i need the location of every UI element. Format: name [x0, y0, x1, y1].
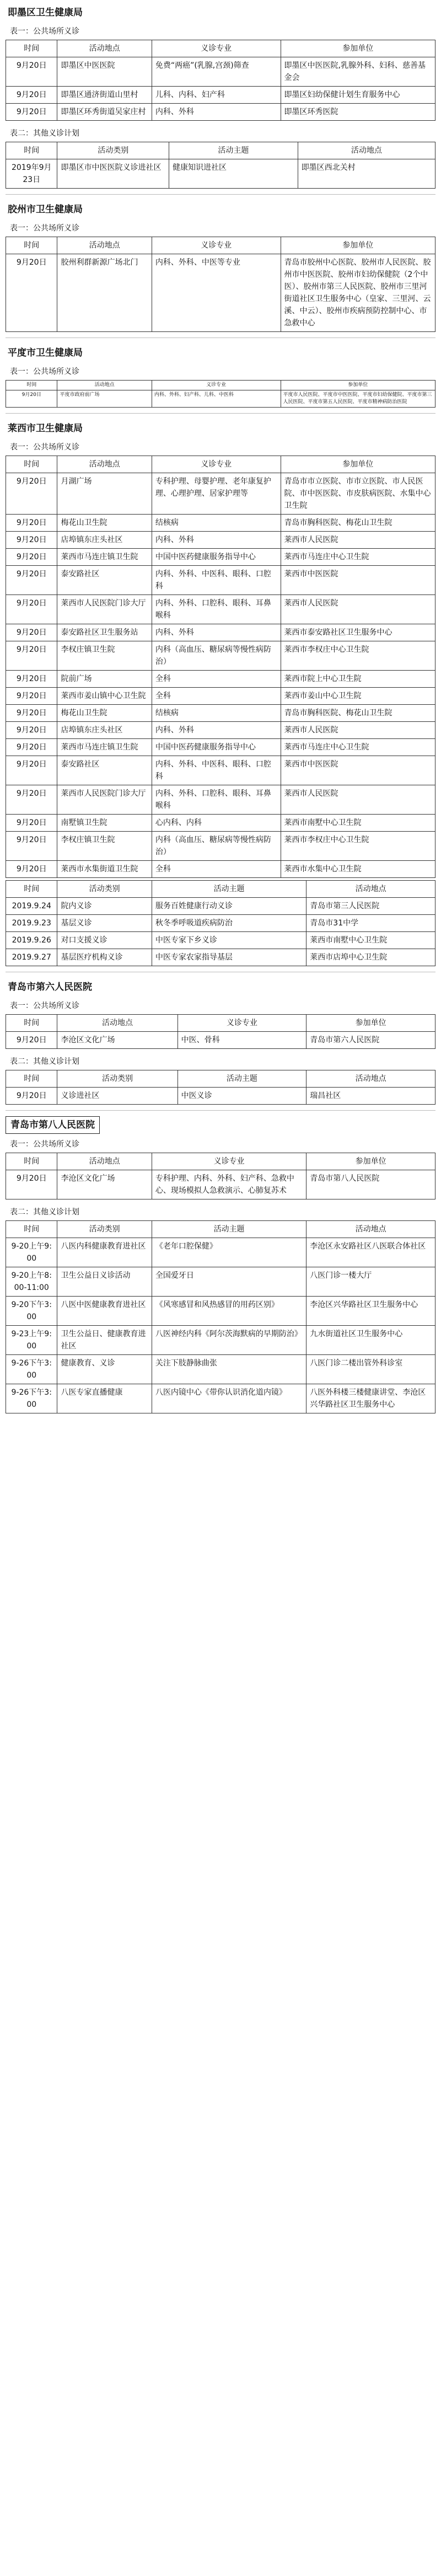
column-header: 活动地点	[306, 1070, 435, 1088]
table-cell: 青岛市第三人民医院	[306, 898, 435, 915]
table-row	[6, 641, 435, 671]
table-cell: 中医专家下乡义诊	[152, 932, 306, 949]
table-cell: 内科、外科、中医科、眼科、口腔科	[152, 566, 281, 595]
table-cell: 2019.9.27	[6, 949, 57, 966]
column-header: 活动主题	[152, 881, 306, 898]
table-cell: 青岛市第八人民医院	[306, 1170, 435, 1199]
table-cell: 八医门诊二楼出管外科诊室	[306, 1355, 435, 1384]
table-cell: 八医内科健康教育进社区	[57, 1238, 152, 1267]
table-cell: 泰安路社区	[57, 566, 152, 595]
column-header: 活动地点	[57, 237, 152, 254]
table-row	[6, 390, 435, 408]
table-cell: 莱西市李权庄中心卫生院	[281, 832, 435, 861]
table-cell: 内科、外科、中医等专业	[152, 254, 281, 332]
table-cell: 莱西市人民医院	[281, 785, 435, 815]
table-header-row	[6, 456, 435, 473]
column-header: 义诊专业	[152, 237, 281, 254]
column-header: 参加单位	[281, 40, 435, 57]
table-cell: 全科	[152, 671, 281, 688]
table-cell: 八医外科楼三楼健康讲堂、李沧区兴华路社区卫生服务中心	[306, 1384, 435, 1413]
table-cell: 9-23上午9:00	[6, 1326, 57, 1355]
table-row	[6, 705, 435, 722]
table-row	[6, 815, 435, 832]
table-cell: 泰安路社区	[57, 756, 152, 785]
section-title: 莱西市卫生健康局	[8, 423, 83, 434]
table-cell: 即墨区市中医医院义诊进社区	[57, 159, 169, 189]
table-row	[6, 722, 435, 739]
column-header: 活动地点	[298, 142, 435, 159]
table-cell: 梅花山卫生院	[57, 705, 152, 722]
table-cell: 2019.9.26	[6, 932, 57, 949]
table-cell: 2019.9.23	[6, 915, 57, 932]
column-header: 活动类别	[57, 142, 169, 159]
column-header: 活动地点	[57, 456, 152, 473]
table-cell: 泰安路社区卫生服务站	[57, 624, 152, 641]
table-row	[6, 915, 435, 932]
table-row	[6, 1326, 435, 1355]
table-cell: 9月20日	[6, 688, 57, 705]
table-cell: 李沧区兴华路社区卫生服务中心	[306, 1297, 435, 1326]
table-header-row	[6, 40, 435, 57]
table-cell: 9月20日	[6, 785, 57, 815]
table-cell: 即墨区西北关村	[298, 159, 435, 189]
section-title: 平度市卫生健康局	[8, 347, 83, 358]
table-cell: 9月20日	[6, 756, 57, 785]
table-cell: 瑞昌社区	[306, 1088, 435, 1105]
table-cell: 莱西市人民医院	[281, 532, 435, 549]
table-cell: 9月20日	[6, 87, 57, 104]
table-row	[6, 1238, 435, 1267]
table-cell: 青岛市31中学	[306, 915, 435, 932]
table-row	[6, 1170, 435, 1199]
table-cell: 中国中医药健康服务指导中心	[152, 549, 281, 566]
table-cell: 胶州利群新源广场北门	[57, 254, 152, 332]
table-cell: 李权庄镇卫生院	[57, 832, 152, 861]
table-cell: 9月20日	[6, 532, 57, 549]
table-cell: 内科、外科	[152, 722, 281, 739]
table-cell: 莱西市姜山镇中心卫生院	[57, 688, 152, 705]
column-header: 参加单位	[306, 1153, 435, 1170]
schedule-table	[6, 1014, 435, 1049]
table-cell: 基层义诊	[57, 915, 152, 932]
table-cell: 9月20日	[6, 739, 57, 756]
table-cell: 9月20日	[6, 641, 57, 671]
table-row	[6, 532, 435, 549]
table-cell: 9月20日	[6, 705, 57, 722]
table-cell: 梅花山卫生院	[57, 515, 152, 532]
table-cell: 莱西市中医医院	[281, 566, 435, 595]
table-subtitle: 表一：公共场所义诊	[10, 367, 79, 376]
table-cell: 八医神经内科《阿尔茨海默病的早期防治》	[152, 1326, 306, 1355]
table-cell: 莱西市中医医院	[281, 756, 435, 785]
schedule-table	[6, 456, 435, 878]
table-cell: 青岛市胸科医院、梅花山卫生院	[281, 515, 435, 532]
table-subtitle: 表一：公共场所义诊	[10, 1002, 79, 1010]
table-cell: 9月20日	[6, 549, 57, 566]
table-cell: 服务百姓健康行动义诊	[152, 898, 306, 915]
section-divider	[6, 194, 435, 195]
schedule-table	[6, 380, 435, 408]
schedule-table	[6, 237, 435, 332]
table-cell: 9月20日	[6, 57, 57, 87]
table-header-row	[6, 881, 435, 898]
table-cell: 全科	[152, 688, 281, 705]
column-header: 义诊专业	[152, 40, 281, 57]
table-cell: 莱西市南墅中心卫生院	[281, 815, 435, 832]
table-subtitle: 表二：其他义诊计划	[10, 1208, 79, 1217]
section-title: 即墨区卫生健康局	[8, 7, 83, 18]
column-header: 活动地点	[306, 1221, 435, 1238]
table-cell: 内科、外科	[152, 624, 281, 641]
table-cell: 即墨区环秀街道吴家庄村	[57, 104, 152, 121]
table-cell: 院前广场	[57, 671, 152, 688]
column-header: 活动地点	[57, 1015, 178, 1032]
table-cell: 中医、骨科	[178, 1032, 306, 1049]
table-cell: 莱西市水集街道卫生院	[57, 861, 152, 878]
table-row	[6, 739, 435, 756]
column-header: 参加单位	[306, 1015, 435, 1032]
column-header: 时间	[6, 881, 57, 898]
table-cell: 莱西市人民医院	[281, 595, 435, 624]
column-header: 活动类别	[57, 881, 152, 898]
table-cell: 健康知识进社区	[169, 159, 298, 189]
table-cell: 对口支援义诊	[57, 932, 152, 949]
table-cell: 义诊进社区	[57, 1088, 178, 1105]
table-cell: 李沧区文化广场	[57, 1170, 152, 1199]
table-cell: 9月20日	[6, 861, 57, 878]
section-title: 青岛市第六人民医院	[8, 982, 92, 993]
table-cell: 莱西市水集中心卫生院	[281, 861, 435, 878]
table-cell: 9-26下午3:00	[6, 1384, 57, 1413]
table-cell: 内科、外科、口腔科、眼科、耳鼻喉科	[152, 595, 281, 624]
table-subtitle: 表一：公共场所义诊	[10, 1140, 79, 1149]
table-cell: 莱西市人民医院	[281, 722, 435, 739]
table-cell: 全科	[152, 861, 281, 878]
table-cell: 关注下肢静脉曲张	[152, 1355, 306, 1384]
column-header: 活动类别	[57, 1221, 152, 1238]
table-row	[6, 832, 435, 861]
table-cell: 内科（高血压、糖尿病等慢性病防治）	[152, 832, 281, 861]
schedule-table	[6, 880, 435, 966]
column-header: 时间	[6, 381, 57, 390]
column-header: 参加单位	[281, 381, 435, 390]
table-row	[6, 566, 435, 595]
column-header: 时间	[6, 237, 57, 254]
table-cell: 9月20日	[6, 722, 57, 739]
table-header-row	[6, 237, 435, 254]
table-cell: 店埠镇东庄头社区	[57, 722, 152, 739]
column-header: 活动地点	[57, 381, 152, 390]
table-cell: 儿科、内科、妇产科	[152, 87, 281, 104]
table-row	[6, 254, 435, 332]
table-row	[6, 624, 435, 641]
column-header: 活动地点	[57, 1153, 152, 1170]
table-row	[6, 1384, 435, 1413]
table-cell: 青岛市第六人民医院	[306, 1032, 435, 1049]
table-row	[6, 1032, 435, 1049]
table-cell: 健康教育、义诊	[57, 1355, 152, 1384]
column-header: 义诊专业	[152, 456, 281, 473]
table-cell: 李沧区文化广场	[57, 1032, 178, 1049]
table-cell: 店埠镇东庄头社区	[57, 532, 152, 549]
agency-section	[6, 3, 435, 189]
table-cell: 9月20日	[6, 815, 57, 832]
table-cell: 内科、外科、妇产科、儿科、中医科	[152, 390, 281, 408]
table-cell: 内科、外科、中医科、眼科、口腔科	[152, 756, 281, 785]
column-header: 时间	[6, 456, 57, 473]
table-cell: 莱西市人民医院门诊大厅	[57, 785, 152, 815]
schedule-table	[6, 40, 435, 121]
table-cell: 中国中医药健康服务指导中心	[152, 739, 281, 756]
table-subtitle: 表一：公共场所义诊	[10, 27, 79, 36]
table-cell: 9月20日	[6, 104, 57, 121]
column-header: 时间	[6, 142, 57, 159]
table-cell: 结核病	[152, 515, 281, 532]
table-row	[6, 932, 435, 949]
column-header: 活动主题	[169, 142, 298, 159]
table-cell: 内科、外科、口腔科、眼科、耳鼻喉科	[152, 785, 281, 815]
document-page	[6, 3, 435, 1416]
table-cell: 莱西市李权庄中心卫生院	[281, 641, 435, 671]
table-cell: 9月20日	[6, 1088, 57, 1105]
table-row	[6, 1088, 435, 1105]
column-header: 时间	[6, 1153, 57, 1170]
table-row	[6, 159, 435, 189]
table-cell: 《风寒感冒和风热感冒的用药区别》	[152, 1297, 306, 1326]
table-row	[6, 756, 435, 785]
table-header-row	[6, 381, 435, 390]
table-cell: 9-20上午9:00	[6, 1238, 57, 1267]
table-cell: 秋冬季呼吸道疾病防治	[152, 915, 306, 932]
table-cell: 2019年9月23日	[6, 159, 57, 189]
table-row	[6, 1267, 435, 1297]
table-cell: 免费“两癌”(乳腺,宫颈)筛查	[152, 57, 281, 87]
table-subtitle: 表二：其他义诊计划	[10, 129, 79, 138]
table-cell: 9-26下午3:00	[6, 1355, 57, 1384]
column-header: 活动类别	[57, 1070, 178, 1088]
column-header: 时间	[6, 1221, 57, 1238]
table-cell: 9月20日	[6, 390, 57, 408]
section-divider	[6, 1110, 435, 1111]
column-header: 时间	[6, 40, 57, 57]
table-cell: 即墨区妇幼保健计划生育服务中心	[281, 87, 435, 104]
table-cell: 莱西市马连庄镇卫生院	[57, 739, 152, 756]
table-row	[6, 104, 435, 121]
table-cell: 青岛市市立医院、市市立医院、市人民医院、市中医医院、市皮肤病医院、水集中心卫生院	[281, 473, 435, 515]
schedule-table	[6, 1220, 435, 1413]
table-cell: 中医专家农家指导基层	[152, 949, 306, 966]
table-row	[6, 515, 435, 532]
table-header-row	[6, 1153, 435, 1170]
table-cell: 平度市人民医院、平度市中医医院、平度市妇幼保健院、平度市第三人民医院、平度市第五人民医院、平度市精神病防治医院	[281, 390, 435, 408]
table-cell: 八医内镜中心《带你认识消化道内镜》	[152, 1384, 306, 1413]
table-subtitle: 表一：公共场所义诊	[10, 224, 79, 233]
table-cell: 即墨区中医医院	[57, 57, 152, 87]
agency-section	[6, 194, 435, 332]
schedule-table	[6, 1153, 435, 1199]
table-subtitle: 表一：公共场所义诊	[10, 443, 79, 452]
table-cell: 莱西市马连庄中心卫生院	[281, 549, 435, 566]
table-cell: 9月20日	[6, 671, 57, 688]
column-header: 活动地点	[57, 40, 152, 57]
column-header: 义诊专业	[152, 381, 281, 390]
table-cell: 结核病	[152, 705, 281, 722]
agency-section	[6, 338, 435, 408]
column-header: 活动地点	[306, 881, 435, 898]
table-cell: 莱西市人民医院门诊大厅	[57, 595, 152, 624]
table-cell: 李沧区永安路社区八医联合体社区	[306, 1238, 435, 1267]
table-cell: 南墅镇卫生院	[57, 815, 152, 832]
table-cell: 莱西市院上中心卫生院	[281, 671, 435, 688]
table-cell: 平度市政府前广场	[57, 390, 152, 408]
table-cell: 莱西市姜山中心卫生院	[281, 688, 435, 705]
table-cell: 9月20日	[6, 515, 57, 532]
table-cell: 9月20日	[6, 1032, 57, 1049]
table-cell: 八医中医健康教育进社区	[57, 1297, 152, 1326]
table-cell: 莱西市马连庄中心卫生院	[281, 739, 435, 756]
table-row	[6, 1355, 435, 1384]
schedule-table	[6, 142, 435, 189]
table-cell: 莱西市泰安路社区卫生服务中心	[281, 624, 435, 641]
table-cell: 青岛市胸科医院、梅花山卫生院	[281, 705, 435, 722]
table-cell: 内科、外科	[152, 104, 281, 121]
table-cell: 2019.9.24	[6, 898, 57, 915]
table-cell: 内科、外科	[152, 532, 281, 549]
table-row	[6, 87, 435, 104]
column-header: 参加单位	[281, 237, 435, 254]
table-cell: 9-20上午8:00-11:00	[6, 1267, 57, 1297]
schedule-table	[6, 1070, 435, 1105]
table-header-row	[6, 1221, 435, 1238]
table-row	[6, 473, 435, 515]
section-divider	[6, 413, 435, 414]
table-cell: 中医义诊	[178, 1088, 306, 1105]
table-cell: 9月20日	[6, 595, 57, 624]
table-row	[6, 949, 435, 966]
column-header: 时间	[6, 1070, 57, 1088]
table-cell: 卫生公益日义诊活动	[57, 1267, 152, 1297]
table-cell: 莱西市马连庄镇卫生院	[57, 549, 152, 566]
column-header: 活动主题	[178, 1070, 306, 1088]
section-title: 胶州市卫生健康局	[8, 204, 83, 215]
table-cell: 全国爱牙日	[152, 1267, 306, 1297]
table-cell: 9月20日	[6, 473, 57, 515]
table-cell: 9月20日	[6, 566, 57, 595]
table-cell: 八医门诊一楼大厅	[306, 1267, 435, 1297]
table-cell: 月湖广场	[57, 473, 152, 515]
table-cell: 莱西市南墅中心卫生院	[306, 932, 435, 949]
table-cell: 李权庄镇卫生院	[57, 641, 152, 671]
column-header: 时间	[6, 1015, 57, 1032]
table-row	[6, 1297, 435, 1326]
table-row	[6, 861, 435, 878]
table-row	[6, 595, 435, 624]
table-cell: 9月20日	[6, 832, 57, 861]
table-row	[6, 57, 435, 87]
table-cell: 基层医疗机构义诊	[57, 949, 152, 966]
table-cell: 9月20日	[6, 254, 57, 332]
table-row	[6, 549, 435, 566]
table-cell: 九水街道社区卫生服务中心	[306, 1326, 435, 1355]
agency-section	[6, 972, 435, 1105]
table-row	[6, 671, 435, 688]
table-row	[6, 688, 435, 705]
table-cell: 9-20下午3:00	[6, 1297, 57, 1326]
table-cell: 专科护理、母婴护理、老年康复护理、心理护理、居家护理等	[152, 473, 281, 515]
table-cell: 卫生公益日、健康教育进社区	[57, 1326, 152, 1355]
column-header: 义诊专业	[178, 1015, 306, 1032]
section-title: 青岛市第八人民医院	[6, 1116, 100, 1134]
table-header-row	[6, 1015, 435, 1032]
table-subtitle: 表二：其他义诊计划	[10, 1057, 79, 1066]
table-cell: 心内科、内科	[152, 815, 281, 832]
table-cell: 即墨区通济街道山里村	[57, 87, 152, 104]
column-header: 活动主题	[152, 1221, 306, 1238]
table-cell: 青岛市胶州中心医院、胶州市人民医院、胶州市中医医院、胶州市妇幼保健院（2个中医）、胶州市第三人民医院、胶州市三里河街道社区卫生服务中心（皇家、三里河、云溪、中云）、胶州市疾病预防控制中心、市急救中心	[281, 254, 435, 332]
column-header: 参加单位	[281, 456, 435, 473]
table-header-row	[6, 142, 435, 159]
table-cell: 即墨区中医医院,乳腺外科、妇科、慈善基金会	[281, 57, 435, 87]
table-header-row	[6, 1070, 435, 1088]
table-cell: 专科护理、内科、外科、妇产科、急救中心、现场模拟人急救演示、心肺复苏术	[152, 1170, 306, 1199]
table-cell: 八医专家直播健康	[57, 1384, 152, 1413]
table-row	[6, 898, 435, 915]
table-cell: 即墨区环秀医院	[281, 104, 435, 121]
table-cell: 9月20日	[6, 1170, 57, 1199]
agency-section	[6, 1110, 435, 1413]
column-header: 义诊专业	[152, 1153, 306, 1170]
table-row	[6, 785, 435, 815]
table-cell: 《老年口腔保健》	[152, 1238, 306, 1267]
table-cell: 莱西市店埠中心卫生院	[306, 949, 435, 966]
table-cell: 院内义诊	[57, 898, 152, 915]
table-cell: 内科（高血压、糖尿病等慢性病防治）	[152, 641, 281, 671]
table-cell: 9月20日	[6, 624, 57, 641]
agency-section	[6, 413, 435, 966]
